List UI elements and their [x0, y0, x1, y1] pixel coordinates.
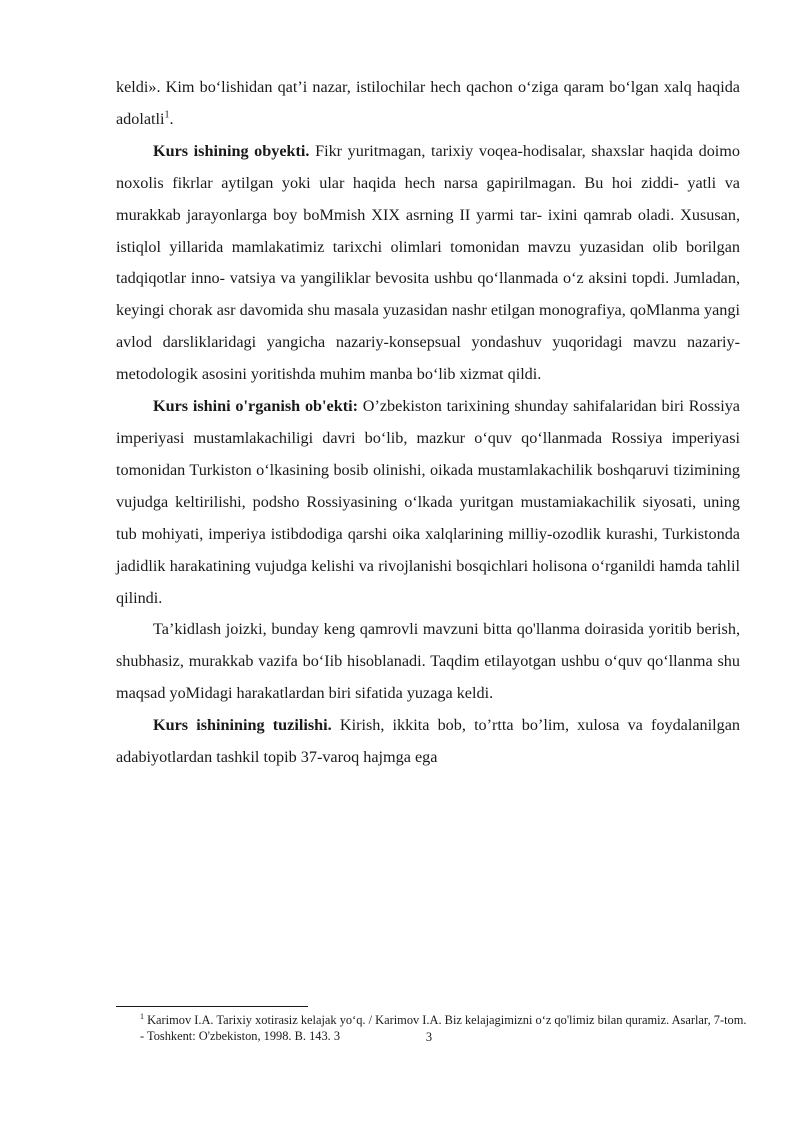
- paragraph-intro: [116, 72, 740, 136]
- paragraph-tail: .: [169, 109, 174, 128]
- paragraph-structure: [116, 710, 740, 774]
- footnote-reference[interactable]: 1: [164, 109, 170, 121]
- paragraph-text: Ta’kidlash joizki, bunday keng qamrovli mavzuni bitta qo'llanma doirasida yoritib berish, shubhasiz, murakkab vazifa bo‘Iib hisoblanadi. Taqdim etilayotgan ushbu o‘quv qo‘llanma shu maqsad yoMidagi harakatlardan biri sifatida yuzaga keldi.: [116, 620, 740, 703]
- section-heading-study-object: Kurs ishini o'rganish ob'ekti:: [153, 397, 359, 416]
- paragraph-study-object: [116, 391, 740, 614]
- footnote-number: 1: [140, 1011, 144, 1021]
- paragraph-note: [116, 614, 740, 710]
- page-number: 3: [425, 1030, 433, 1044]
- paragraph-text: Kirish, ikkita bob, to’rtta bo’lim, xulosa va foydalanilgan adabiyotlardan tashkil topib 37-varoq hajmga ega: [116, 716, 741, 767]
- paragraph-text: keldi». Kim bo‘lishidan qat’i nazar, istilochilar hech qachon o‘ziga qaram bo‘lgan xalq haqida adolatli: [116, 78, 740, 128]
- paragraph-text: Fikr yuritmagan, tarixiy voqea-hodisalar, shaxslar haqida doimo noxolis fikrlar aytilgan yoki ular haqida hech narsa gapirilmagan. Bu hoi ziddi- yatli va murakkab jarayonlarga boy boMmish XIX asrning II yarmi tar- ixini qamrab oladi. Xususan, istiqlol yillarida mamlakatimiz tarixchi olimlari tomonidan mavzu yuzasidan olib borilgan tadqiqotlar inno- vatsiya va yangiliklar bevosita ushbu qo‘llanmada o‘z aksini topdi. Jumladan, keyingi chorak asr davomida shu masala yuzasidan nashr etilgan monografiya, qoMlanma yangi avlod darsliklaridagi yangicha nazariy-konsepsual yondashuv yuqoridagi mavzu nazariy-metodologik asosini yoritishda muhim manba bo‘lib xizmat qildi.: [116, 141, 740, 384]
- paragraph-object: [116, 136, 740, 391]
- document-body: [116, 72, 740, 774]
- footnote-text: Karimov I.A. Tarixiy xotirasiz kelajak yo‘q. / Karimov I.A. Biz kelajagimizni o‘z qo'limiz bilan quramiz. Asarlar, 7-tom. - Toshkent: O'zbekiston, 1998. B. 143. 3: [140, 1013, 747, 1043]
- section-heading-object: Kurs ishining obyekti.: [153, 141, 310, 160]
- footnote-divider: [116, 1006, 308, 1007]
- paragraph-text: O’zbekiston tarixining shunday sahifalaridan biri Rossiya imperiyasi mustamlakachiligi davri bo‘lib, mazkur o‘quv qo‘llanmada Rossiya imperiyasi tomonidan Turkiston o‘lkasining bosib olinishi, oikada mustamlakachilik boshqaruvi tizimining vujudga keltirilishi, podsho Rossiyasining o‘lkada yuritgan mustamiakachilik siyosati, uning tub mohiyati, imperiya istibdodiga qarshi oika xalqlarining milliy-ozodlik kurashi, Turkistonda jadidlik harakatining vujudga kelishi va rivojlanishi bosqichlari holisona o‘rganildi hamda tahlil qilindi.: [116, 397, 740, 607]
- section-heading-structure: Kurs ishinining tuzilishi.: [153, 716, 332, 735]
